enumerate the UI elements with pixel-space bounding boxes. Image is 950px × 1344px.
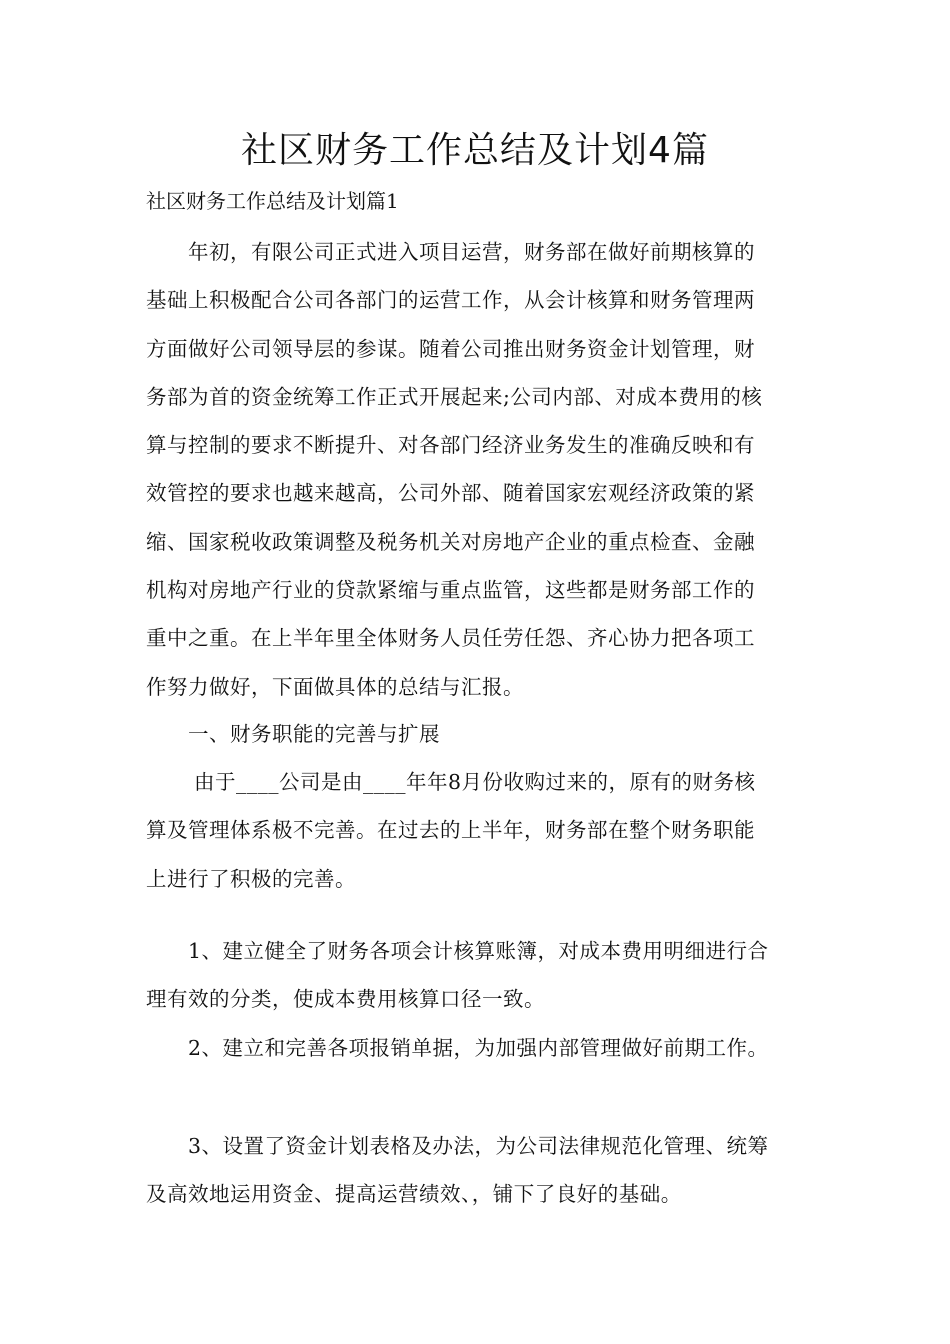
paragraph-line: 机构对房地产行业的贷款紧缩与重点监管，这些都是财务部工作的 [146, 578, 755, 603]
document-title: 社区财务工作总结及计划4篇 [241, 130, 709, 171]
paragraph-line: 效管控的要求也越来越高，公司外部、随着国家宏观经济政策的紧 [146, 481, 755, 506]
paragraph-line: 务部为首的资金统筹工作正式开展起来;公司内部、对成本费用的核 [146, 384, 763, 409]
list-item-1 [146, 927, 806, 1024]
paragraph-line: 算与控制的要求不断提升、对各部门经济业务发生的准确反映和有 [146, 433, 755, 458]
paragraph-line: 年初，有限公司正式进入项目运营，财务部在做好前期核算的 [188, 240, 755, 264]
paragraph-line: 缩、国家税收政策调整及税务机关对房地产企业的重点检查、金融 [146, 529, 755, 554]
paragraph-line: 算及管理体系极不完善。在过去的上半年，财务部在整个财务职能 [146, 818, 755, 843]
intro-paragraph [146, 228, 806, 711]
paragraph-line: 及高效地运用资金、提高运营绩效、，铺下了良好的基础。 [146, 1182, 682, 1207]
section-heading: 一、财务职能的完善与扩展 [188, 722, 440, 746]
paragraph-line: 2、建立和完善各项报销单据，为加强内部管理做好前期工作。 [188, 1036, 769, 1060]
document-subtitle: 社区财务工作总结及计划篇1 [146, 189, 399, 213]
paragraph-line: 作努力做好，下面做具体的总结与汇报。 [146, 674, 524, 699]
paragraph-line: 重中之重。在上半年里全体财务人员任劳任怨、齐心协力把各项工 [146, 626, 755, 651]
list-item-3 [146, 1122, 806, 1219]
paragraph-line: 1、建立健全了财务各项会计核算账簿，对成本费用明细进行合 [188, 939, 769, 963]
paragraph-line: 上进行了积极的完善。 [146, 866, 356, 891]
section-paragraph [146, 758, 806, 903]
paragraph-line: 3、设置了资金计划表格及办法，为公司法律规范化管理、统筹 [188, 1134, 769, 1158]
paragraph-line: 由于____公司是由____年年8月份收购过来的，原有的财务核 [194, 770, 756, 794]
paragraph-line: 方面做好公司领导层的参谋。随着公司推出财务资金计划管理，财 [146, 336, 755, 361]
paragraph-line: 基础上积极配合公司各部门的运营工作，从会计核算和财务管理两 [146, 288, 755, 313]
list-item-2 [146, 1024, 806, 1072]
paragraph-line: 理有效的分类，使成本费用核算口径一致。 [146, 987, 545, 1012]
